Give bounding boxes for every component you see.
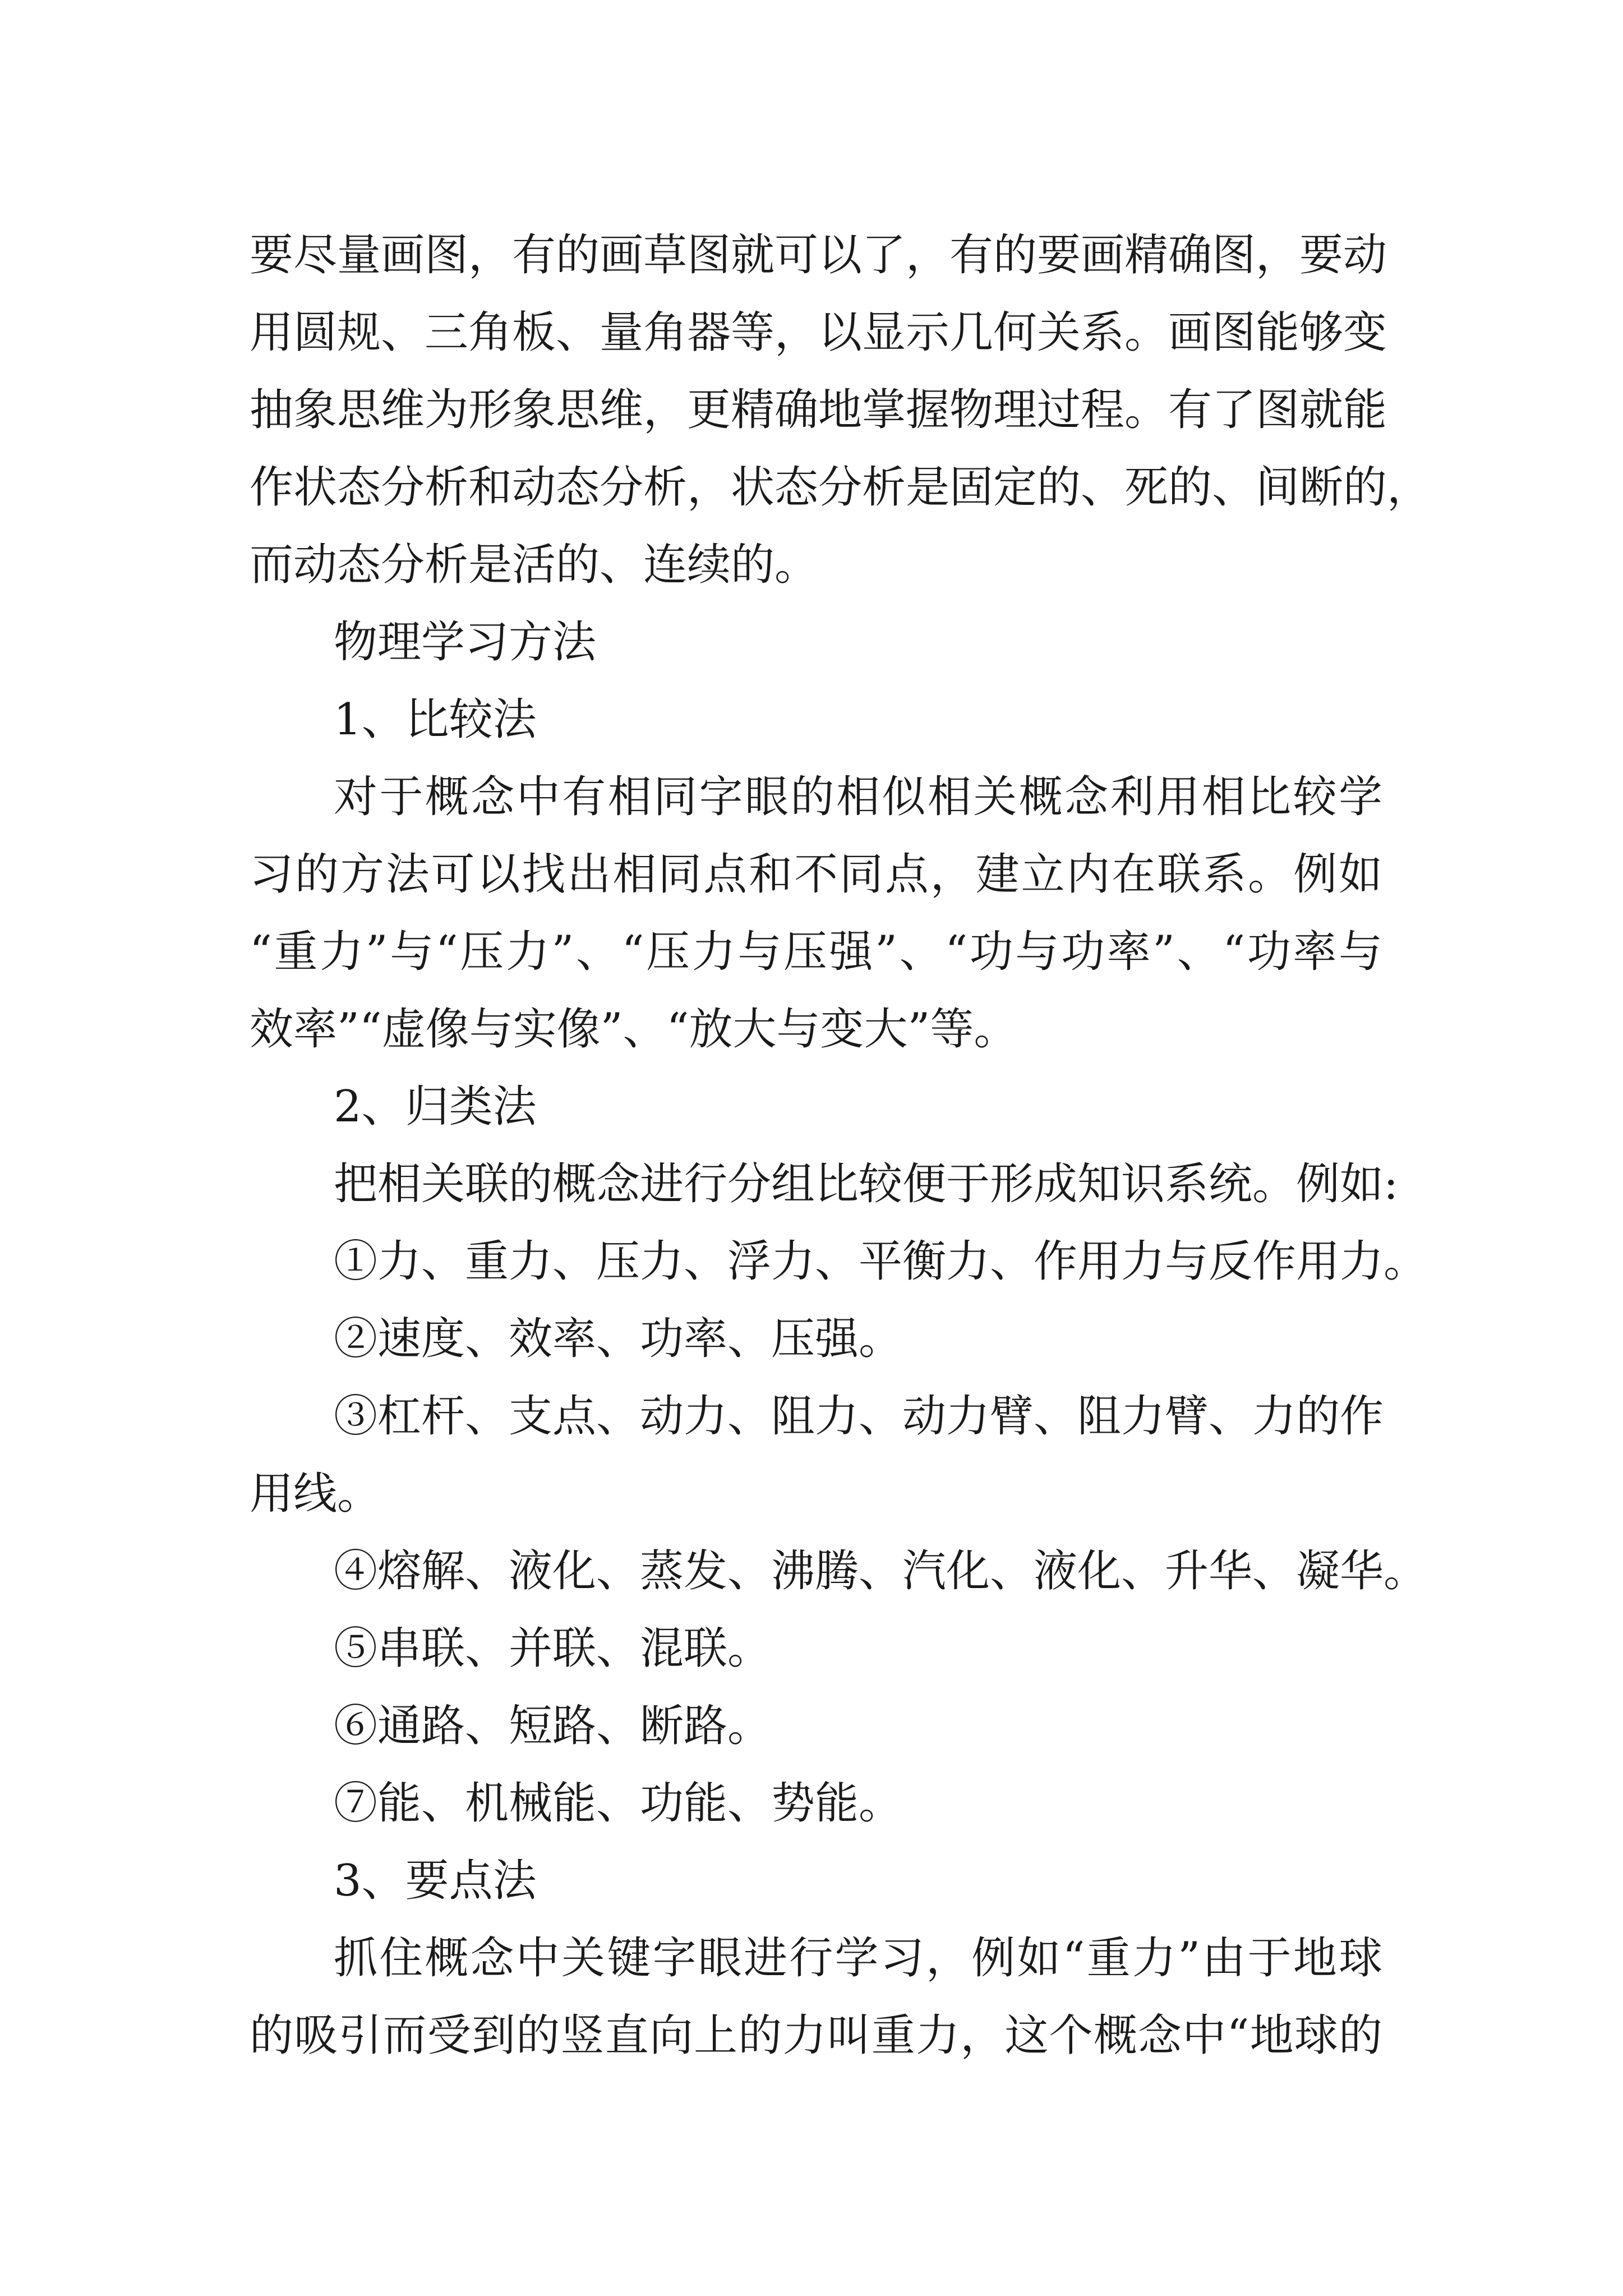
paragraph-line: 的吸引而受到的竖直向上的力叫重力，这个概念中“地球的 [250, 2010, 1382, 2061]
paragraph-line: “重力”与“压力”、“压力与压强”、“功与功率”、“功率与 [250, 927, 1382, 977]
method-heading: 1、比较法 [334, 694, 537, 745]
list-item: ③杠杆、支点、动力、阻力、动力臂、阻力臂、力的作 [334, 1391, 1384, 1442]
list-item: ④熔解、液化、蒸发、沸腾、汽化、液化、升华、凝华。 [334, 1546, 1428, 1596]
list-item: ⑦能、机械能、功能、势能。 [334, 1778, 903, 1829]
paragraph-line: 抽象思维为形象思维，更精确地掌握物理过程。有了图就能 [250, 385, 1387, 435]
paragraph-line: 抓住概念中关键字眼进行学习，例如“重力”由于地球 [334, 1933, 1382, 1984]
paragraph-line: 作状态分析和动态分析，状态分析是固定的、死的、间断的， [250, 462, 1431, 513]
paragraph-line: 用圆规、三角板、量角器等，以显示几何关系。画图能够变 [250, 307, 1387, 358]
list-item: ②速度、效率、功率、压强。 [334, 1314, 903, 1364]
paragraph-line: 习的方法可以找出相同点和不同点，建立内在联系。例如 [250, 849, 1382, 900]
method-heading: 2、归类法 [334, 1082, 537, 1132]
body-text [250, 217, 1431, 2074]
list-item: ⑤串联、并联、混联。 [334, 1623, 772, 1674]
paragraph-line: 要尽量画图，有的画草图就可以了，有的要画精确图，要动 [250, 230, 1387, 280]
section-heading: 物理学习方法 [334, 617, 597, 668]
method-heading: 3、要点法 [334, 1856, 537, 1906]
paragraph-line: 对于概念中有相同字眼的相似相关概念利用相比较学 [334, 772, 1382, 822]
list-item: ①力、重力、压力、浮力、平衡力、作用力与反作用力。 [334, 1236, 1428, 1287]
paragraph-line: 效率”“虚像与实像”、“放大与变大”等。 [250, 1004, 1018, 1055]
list-item-continuation: 用线。 [250, 1469, 381, 1519]
paragraph-line: 而动态分析是活的、连续的。 [250, 540, 819, 590]
list-item: ⑥通路、短路、断路。 [334, 1701, 772, 1751]
paragraph-line: 把相关联的概念进行分组比较便于形成知识系统。例如: [334, 1159, 1399, 1209]
